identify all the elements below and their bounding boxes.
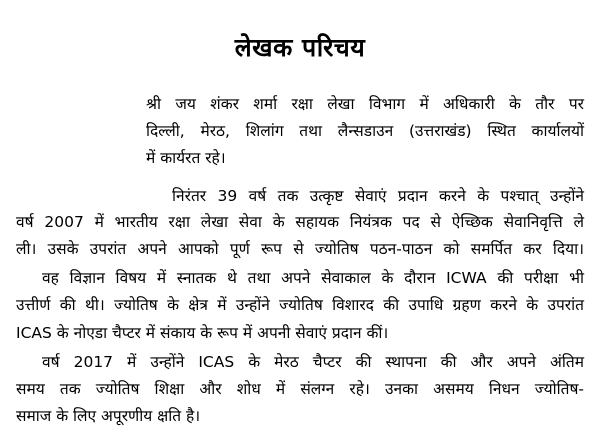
text-line-2: दिल्ली, मेरठ, शिलांग तथा लैन्सडाउन (उत्तराखंड) स्थित कार्यालयों xyxy=(146,122,584,140)
text-line-7: वह विज्ञान विषय में स्नातक थे तथा अपने सेवाकाल के दौरान ICWA की परीक्षा भी xyxy=(42,269,584,287)
page-title: लेखक परिचय xyxy=(234,33,366,62)
text-line-10: वर्ष 2017 में उन्होंने ICAS के मेरठ चैप्टर की स्थापना की और अपने अंतिम xyxy=(42,353,584,371)
text-line-12: समाज के लिए अपूरणीय क्षति है। xyxy=(16,407,201,425)
text-line-5: वर्ष 2007 में भारतीय रक्षा लेखा सेवा के सहायक नियंत्रक पद से ऐच्छिक सेवानिवृत्ति ले xyxy=(16,213,584,231)
text-line-8: उत्तीर्ण की थी। ज्योतिष के क्षेत्र में उन्होंने ज्योतिष विशारद की उपाधि ग्रहण करने के उपरांत xyxy=(16,296,584,314)
text-line-1: श्री जय शंकर शर्मा रक्षा लेखा विभाग में अधिकारी के तौर पर xyxy=(146,95,584,113)
text-line-4: निरंतर 39 वर्ष तक उत्कृष्ट सेवाएं प्रदान करने के पश्चात् उन्होंने xyxy=(172,187,584,205)
text-line-11: समय तक ज्योतिष शिक्षा और शोध में संलग्न रहे। उनका असमय निधन ज्योतिष- xyxy=(16,380,584,398)
text-line-6: ली। उसके उपरांत अपने आपको पूर्ण रूप से ज्योतिष पठन-पाठन को समर्पित कर दिया। xyxy=(16,240,584,258)
text-line-9: ICAS के नोएडा चैप्टर में संकाय के रूप में अपनी सेवाएं प्रदान कीं। xyxy=(16,324,389,342)
text-line-3: में कार्यरत रहे। xyxy=(146,149,226,167)
